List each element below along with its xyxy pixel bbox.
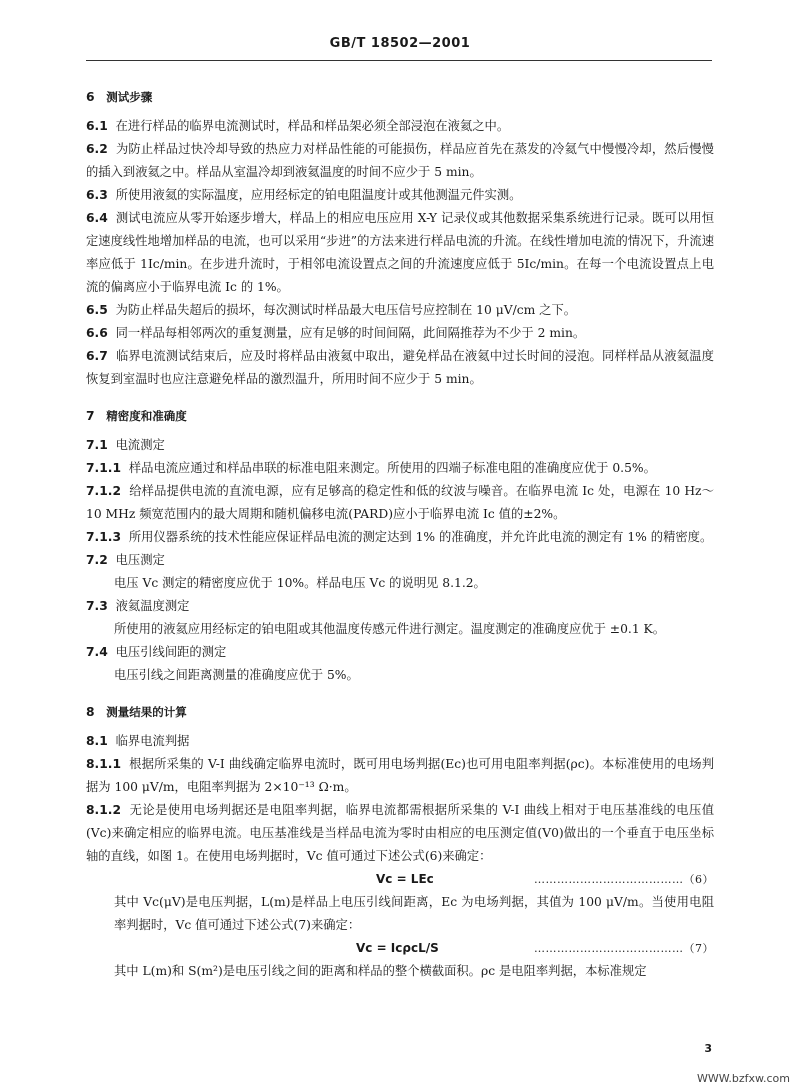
clause-7-1-2: 7.1.2 给样品提供电流的直流电源，应有足够高的稳定性和低的纹波与噪音。在临界电流 Ic 处，电源在 10 Hz～10 MHz 频宽范围内的最大周期和随机偏移电流(PARD)应小于临界电流 Ic 值的±2%。 <box>86 484 714 521</box>
clause-8-1-2: 8.1.2 无论是使用电场判据还是电阻率判据，临界电流都需根据所采集的 V-I 曲线上相对于电压基准线的电压值(Vc)来确定相应的临界电流。电压基准线是当样品电流为零时由相应的电压测定值(V0)做出的一个垂直于电压坐标轴的直线，如图 1。在使用电场判据时，Vc 值可通过下述公式(6)来确定： <box>86 803 714 863</box>
section-6-title: 测试步骤 <box>106 90 153 104</box>
equation-6-label: …………………………………（6） <box>534 873 714 886</box>
clause-6-5: 6.5 为防止样品失超后的损坏，每次测试时样品最大电压信号应控制在 10 μV/cm 之下。 <box>86 303 577 317</box>
header-rule <box>86 60 712 61</box>
clause-7-4-text: 电压引线之间距离测量的准确度应优于 5%。 <box>114 668 359 682</box>
section-7-title: 精密度和准确度 <box>106 409 187 423</box>
clause-6-3: 6.3 所使用液氦的实际温度，应用经标定的铂电阻温度计或其他测温元件实测。 <box>86 188 522 202</box>
page-number: 3 <box>704 1042 712 1055</box>
equation-6 <box>86 868 714 891</box>
clause-7-3-text: 所使用的液氦应用经标定的铂电阻或其他温度传感元件进行测定。温度测定的准确度应优于 ±0.1 K。 <box>114 622 666 636</box>
clause-7-3: 7.3 液氦温度测定 <box>86 599 190 613</box>
section-7-heading: 7 精密度和准确度 <box>86 409 187 423</box>
document-body <box>86 76 714 983</box>
clause-7-2: 7.2 电压测定 <box>86 553 165 567</box>
clause-7-1-1: 7.1.1 样品电流应通过和样品串联的标准电阻来测定。所使用的四端子标准电阻的准确度应优于 0.5%。 <box>86 461 656 475</box>
clause-6-7: 6.7 临界电流测试结束后，应及时将样品由液氦中取出，避免样品在液氦中过长时间的浸泡。同样样品从液氦温度恢复到室温时也应注意避免样品的激烈温升，所用时间不应少于 5 min。 <box>86 349 714 386</box>
equation-7-label: …………………………………（7） <box>534 942 714 955</box>
clause-8-1: 8.1 临界电流判据 <box>86 734 190 748</box>
clause-8-1-1: 8.1.1 根据所采集的 V-I 曲线确定临界电流时，既可用电场判据(Ec)也可用电阻率判据(ρc)。本标准使用的电场判据为 100 μV/m，电阻率判据为 2×10⁻¹³ Ω·m。 <box>86 757 714 794</box>
clause-6-2: 6.2 为防止样品过快冷却导致的热应力对样品性能的可能损伤，样品应首先在蒸发的冷氦气中慢慢冷却，然后慢慢的插入到液氦之中。样品从室温冷却到液氦温度的时间不应少于 5 min。 <box>86 142 714 179</box>
clause-6-4: 6.4 测试电流应从零开始逐步增大，样品上的相应电压应用 X-Y 记录仪或其他数据采集系统进行记录。既可以用恒定速度线性地增加样品的电流，也可以采用“步进”的方法来进行样品电流的升流。在线性增加电流的情况下，升流速率应低于 1Ic/min。在步进升流时，于相邻电流设置点之间的升流速度应低于 5Ic/min。在每一个电流设置点上电流的偏离应小于临界电流 Ic 的 1%。 <box>86 211 714 294</box>
clause-7-1: 7.1 电流测定 <box>86 438 165 452</box>
equation-6-formula: Vc = LEc <box>376 872 434 886</box>
clause-6-6: 6.6 同一样品每相邻两次的重复测量，应有足够的时间间隔，此间隔推荐为不少于 2 min。 <box>86 326 586 340</box>
equation-7-formula: Vc = IcρcL/S <box>356 941 439 955</box>
equation-7-explanation: 其中 L(m)和 S(m²)是电压引线之间的距离和样品的整个横截面积。ρc 是电阻率判据，本标准规定 <box>114 964 647 978</box>
clause-7-1-3: 7.1.3 所用仪器系统的技术性能应保证样品电流的测定达到 1% 的准确度，并允许此电流的测定有 1% 的精密度。 <box>86 530 713 544</box>
clause-7-2-text: 电压 Vc 测定的精密度应优于 10%。样品电压 Vc 的说明见 8.1.2。 <box>114 576 486 590</box>
equation-7 <box>86 937 714 960</box>
section-8-heading: 8 测量结果的计算 <box>86 705 187 719</box>
clause-7-4: 7.4 电压引线间距的测定 <box>86 645 227 659</box>
section-6-heading: 6 测试步骤 <box>86 90 153 104</box>
watermark-text: WWW.bzfxw.com <box>697 1072 790 1085</box>
standard-header: GB/T 18502—2001 <box>329 36 471 51</box>
section-8-title: 测量结果的计算 <box>106 705 187 719</box>
equation-6-explanation: 其中 Vc(μV)是电压判据，L(m)是样品上电压引线间距离，Ec 为电场判据，其值为 100 μV/m。当使用电阻率判据时，Vc 值可通过下述公式(7)来确定： <box>114 895 714 932</box>
clause-6-1: 6.1 在进行样品的临界电流测试时，样品和样品架必须全部浸泡在液氦之中。 <box>86 119 510 133</box>
